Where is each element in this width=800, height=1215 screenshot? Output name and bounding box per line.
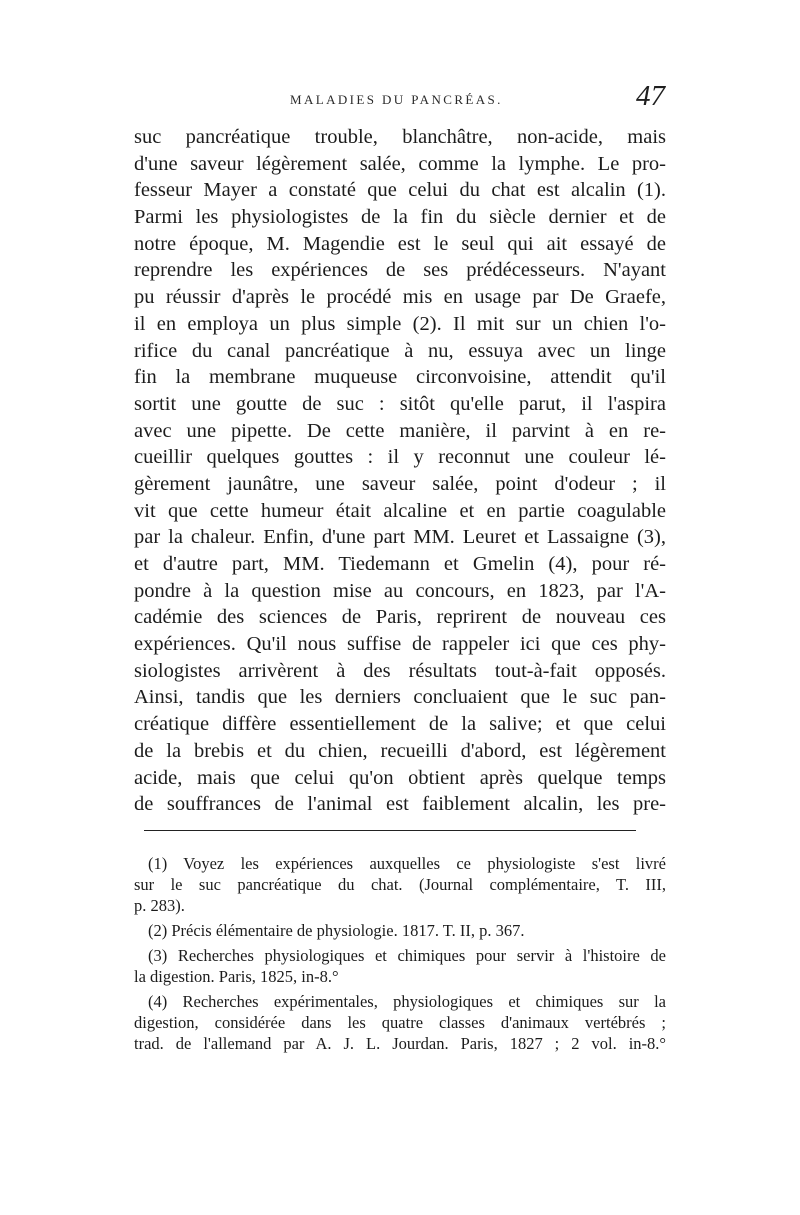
body-line: notre époque, M. Magendie est le seul qui ait essayé de bbox=[134, 232, 666, 255]
body-line: rifice du canal pancréatique à nu, essuya avec un linge bbox=[134, 339, 666, 362]
footnote-3 bbox=[134, 945, 666, 987]
body-line: et d'autre part, MM. Tiedemann et Gmelin (4), pour ré- bbox=[134, 553, 666, 575]
footnote-line: trad. de l'allemand par A. J. L. Jourdan. Paris, 1827 ; 2 vol. in-8.° bbox=[134, 1034, 666, 1053]
footnote-line: digestion, considérée dans les quatre classes d'animaux vertébrés ; bbox=[134, 1013, 666, 1032]
body-line: d'une saveur légèrement salée, comme la lymphe. Le pro- bbox=[134, 152, 666, 175]
footnote-2 bbox=[134, 920, 666, 941]
body-line: cueillir quelques gouttes : il y reconnut une couleur lé- bbox=[134, 446, 666, 469]
footnote-line: p. 283). bbox=[134, 896, 185, 915]
body-line: vit que cette humeur était alcaline et en partie coagulable bbox=[134, 499, 666, 522]
body-line: suc pancréatique trouble, blanchâtre, non-acide, mais bbox=[134, 126, 666, 148]
footnote-4 bbox=[134, 991, 666, 1054]
body-line: reprendre les expériences de ses prédécesseurs. N'ayant bbox=[134, 259, 666, 282]
body-line: de souffrances de l'animal est faiblement alcalin, les pre- bbox=[134, 793, 666, 816]
footnote-line: (1) Voyez les expériences auxquelles ce physiologiste s'est livré bbox=[148, 854, 666, 873]
page-number: 47 bbox=[636, 80, 665, 112]
body-line: siologistes arrivèrent à des résultats tout-à-fait opposés. bbox=[134, 659, 666, 682]
body-line: Ainsi, tandis que les derniers concluaient que le suc pan- bbox=[134, 686, 666, 709]
body-line: avec une pipette. De cette manière, il parvint à en re- bbox=[134, 419, 666, 442]
footnote-rule bbox=[144, 830, 636, 831]
body-line: il en employa un plus simple (2). Il mit sur un chien l'o- bbox=[134, 312, 666, 335]
body-line: créatique diffère essentiellement de la salive; et que celui bbox=[134, 713, 666, 736]
body-line: de la brebis et du chien, recueilli d'abord, est légèrement bbox=[134, 739, 666, 762]
footnote-line: sur le suc pancréatique du chat. (Journal complémentaire, T. III, bbox=[134, 875, 666, 894]
body-line: sortit une goutte de suc : sitôt qu'elle parut, il l'aspira bbox=[134, 392, 666, 415]
body-line: fin la membrane muqueuse circonvoisine, attendit qu'il bbox=[134, 366, 666, 389]
footnote-line: la digestion. Paris, 1825, in-8.° bbox=[134, 967, 339, 986]
body-line: cadémie des sciences de Paris, reprirent de nouveau ces bbox=[134, 606, 666, 629]
body-line: acide, mais que celui qu'on obtient après quelque temps bbox=[134, 766, 666, 789]
body-line: fesseur Mayer a constaté que celui du chat est alcalin (1). bbox=[134, 179, 666, 202]
footnote-1 bbox=[134, 853, 666, 916]
footnotes bbox=[134, 853, 666, 1058]
footnote-line: (2) Précis élémentaire de physiologie. 1817. T. II, p. 367. bbox=[148, 921, 525, 940]
body-line: pondre à la question mise au concours, en 1823, par l'A- bbox=[134, 579, 666, 602]
body-line: expériences. Qu'il nous suffise de rappeler ici que ces phy- bbox=[134, 633, 666, 656]
footnote-line: (4) Recherches expérimentales, physiologiques et chimiques sur la bbox=[148, 992, 666, 1011]
running-head: MALADIES DU PANCRÉAS. bbox=[290, 92, 503, 107]
body-line: pu réussir d'après le procédé mis en usage par De Graefe, bbox=[134, 286, 666, 309]
body-line: Parmi les physiologistes de la fin du siècle dernier et de bbox=[134, 206, 666, 229]
body-text bbox=[134, 124, 666, 818]
body-line: gèrement jaunâtre, une saveur salée, point d'odeur ; il bbox=[134, 472, 666, 495]
footnote-line: (3) Recherches physiologiques et chimiques pour servir à l'histoire de bbox=[148, 946, 666, 965]
body-line: par la chaleur. Enfin, d'une part MM. Leuret et Lassaigne (3), bbox=[134, 526, 666, 549]
